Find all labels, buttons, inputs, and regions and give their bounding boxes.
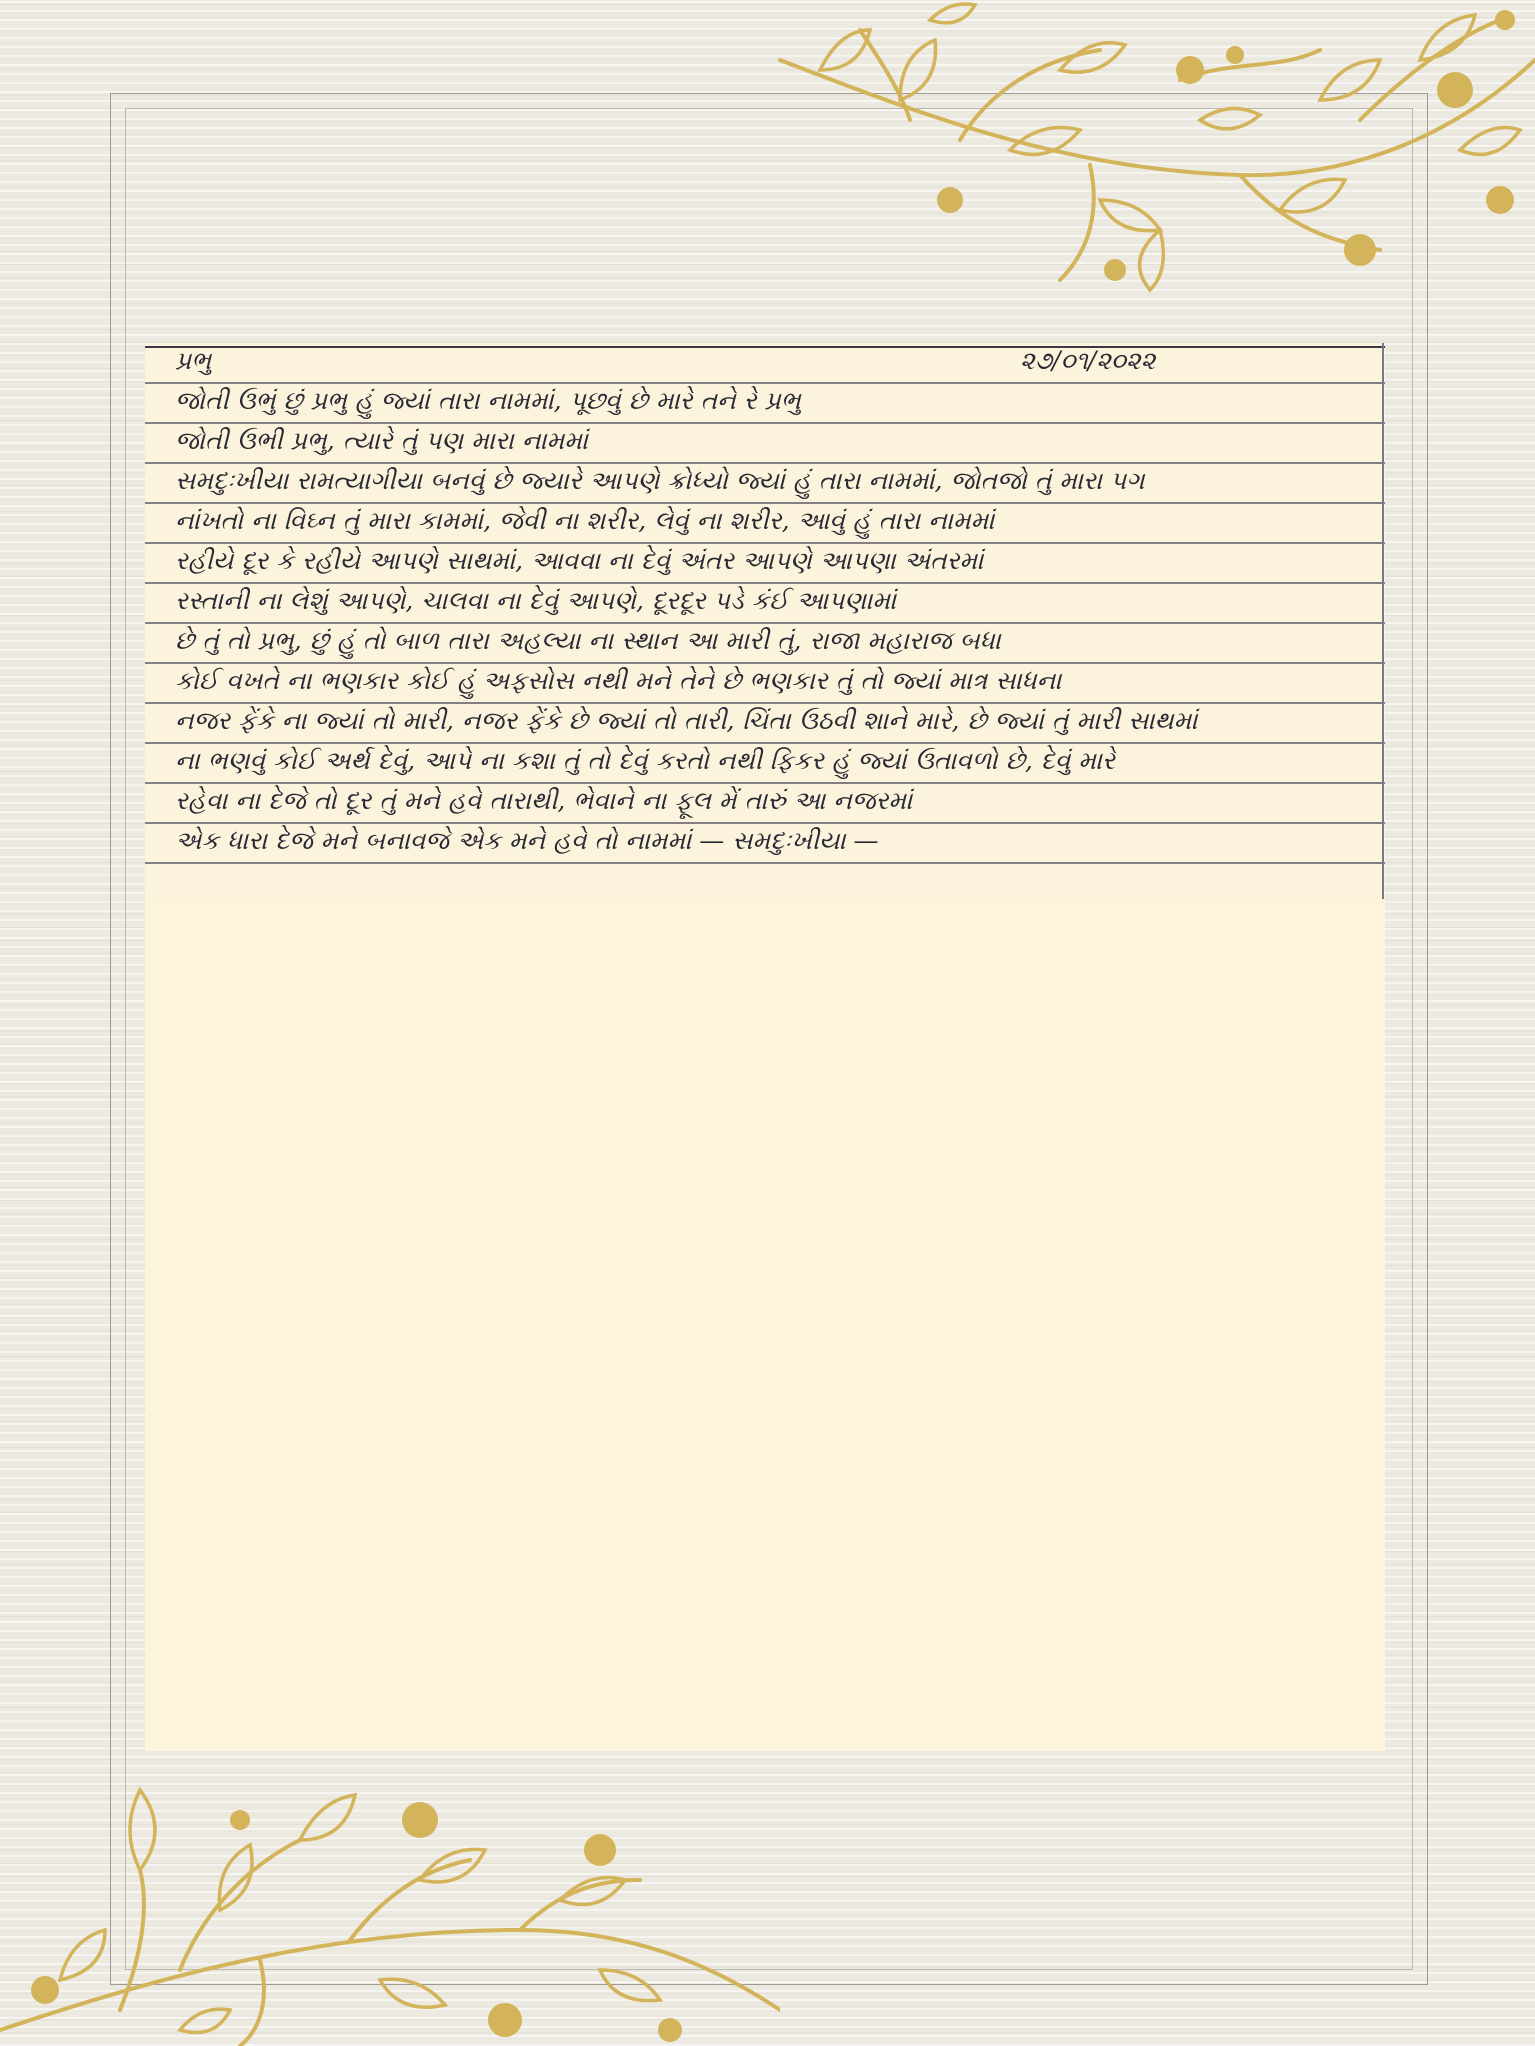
note-line: રહીયે દૂર કે રહીયે આપણે સાથમાં, આવવા ના દેવું અંતર આપણે આપણા અંતરમાં [175,546,984,575]
note-line: રસ્તાની ના લેશું આપણે, ચાલવા ના દેવું આપણે, દૂરદૂર પડે કંઈ આપણામાં [175,586,897,615]
note-line: કોઈ વખતે ના ભણકાર કોઈ હું અફસોસ નથી મને તેને છે ભણકાર તું તો જ્યાં માત્ર સાધના [175,666,1062,695]
note-line: ના ભણવું કોઈ અર્થ દેવું, આપે ના કશા તું તો દેવું કરતો નથી ફિકર હું જ્યાં ઉતાવળો છે, દેવું મારે [175,746,1115,775]
handwritten-note [145,343,1385,899]
note-line: નાંખતો ના વિઘ્ન તું મારા કામમાં, જેવી ના શરીર, લેવું ના શરીર, આવું હું તારા નામમાં [175,506,995,535]
note-date: ૨૭/૦૧/૨૦૨૨ [1020,346,1156,375]
note-line: જોતી ઉભું છું પ્રભુ હું જ્યાં તારા નામમાં, પૂછવું છે મારે તને રે પ્રભુ [175,386,801,415]
gold-floral-branch-icon [0,1780,780,2046]
gold-floral-branch-icon [760,0,1535,300]
note-line: સમદુઃખીયા રામત્યાગીયા બનવું છે જ્યારે આપણે ક્રોધ્યો જ્યાં હું તારા નામમાં, જોતજો તું મારા પગ [175,466,1145,495]
note-line: રહેવા ના દેજે તો દૂર તું મને હવે તારાથી, ભેવાને ના ફૂલ મેં તારું આ નજરમાં [175,786,913,815]
note-line: નજર ફેંકે ના જ્યાં તો મારી, નજર ફેંકે છે જ્યાં તો તારી, ચિંતા ઉઠવી શાને મારે, છે જ્યાં તું મારી સાથમાં [175,706,1198,735]
note-line: એક ધારા દેજે મને બનાવજે એક મને હવે તો નામમાં — સમદુઃખીયા — [175,826,879,855]
note-heading-left: પ્રભુ [175,346,212,375]
note-line: જોતી ઉભી પ્રભુ, ત્યારે તું પણ મારા નામમાં [175,426,589,455]
note-line: છે તું તો પ્રભુ, છું હું તો બાળ તારા અહલ્યા ના સ્થાન આ મારી તું, રાજા મહારાજ બધા [175,626,1001,655]
